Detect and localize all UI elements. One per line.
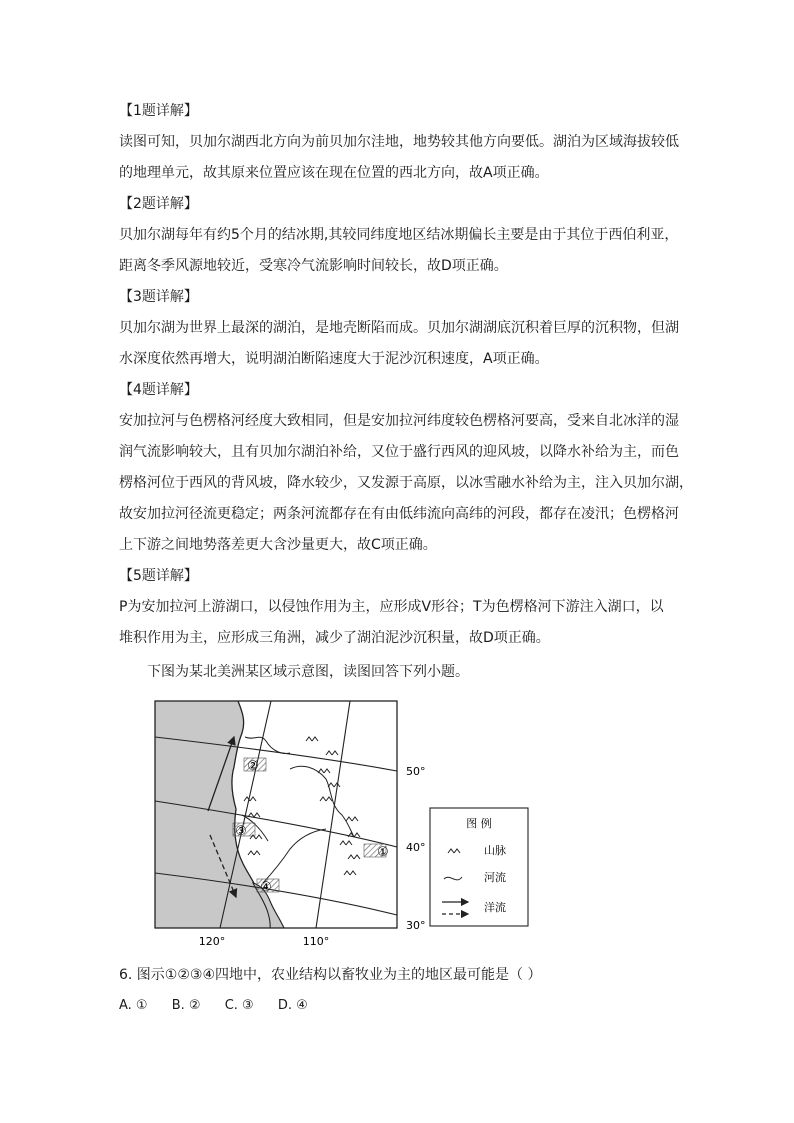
marker-2: ② <box>247 759 259 774</box>
option-c: C. ③ <box>224 998 254 1013</box>
marker-4: ④ <box>260 880 272 895</box>
lon-label-120: 120° <box>198 935 226 948</box>
legend-title: 图 例 <box>466 817 492 830</box>
section-1-line-1: 读图可知，贝加尔湖西北方向为前贝加尔洼地，地势较其他方向要低。湖泊为区域海拔较低 <box>119 134 679 150</box>
section-3-line-1: 贝加尔湖为世界上最深的湖泊，是地壳断陷而成。贝加尔湖湖底沉积着巨厚的沉积物，但湖 <box>119 320 679 336</box>
section-4-heading: 【4题详解】 <box>119 382 198 398</box>
legend-river-label: 河流 <box>484 871 506 884</box>
section-2-line-1: 贝加尔湖每年有约5个月的结冰期,其较同纬度地区结冰期偏长主要是由于其位于西伯利亚， <box>119 227 679 243</box>
option-a: A. ① <box>119 998 148 1013</box>
section-4-line-2: 润气流影响较大，且有贝加尔湖泊补给，又位于盛行西风的迎风坡，以降水补给为主，而色 <box>119 444 679 460</box>
section-1-line-2: 的地理单元，故其原来位置应该在现在位置的西北方向，故A项正确。 <box>119 165 549 181</box>
option-d: D. ④ <box>277 998 308 1013</box>
map-legend <box>430 808 528 926</box>
marker-1: ① <box>377 845 389 860</box>
section-3-heading: 【3题详解】 <box>119 289 198 305</box>
section-5-line-1: P为安加拉河上游湖口，以侵蚀作用为主，应形成V形谷；T为色楞格河下游注入湖口，以 <box>119 599 664 615</box>
answer-options <box>119 998 328 1013</box>
section-3-line-2: 水深度依然再增大，说明湖泊断陷速度大于泥沙沉积速度，A项正确。 <box>119 351 549 367</box>
section-4-line-4: 故安加拉河径流更稳定；两条河流都存在有由低纬流向高纬的河段，都存在凌汛；色楞格河 <box>119 506 679 522</box>
section-4-line-1: 安加拉河与色楞格河经度大致相同，但是安加拉河纬度较色楞格河要高，受来自北冰洋的湿 <box>119 413 679 429</box>
section-5-line-2: 堆积作用为主，应形成三角洲，减少了湖泊泥沙沉积量，故D项正确。 <box>119 630 550 646</box>
legend-mountain-label: 山脉 <box>484 844 506 857</box>
section-1-heading: 【1题详解】 <box>119 103 198 119</box>
legend-current-label: 洋流 <box>484 901 506 914</box>
section-4-line-3: 楞格河位于西风的背风坡，降水较少，又发源于高原，以冰雪融水补给为主，注入贝加尔湖， <box>119 475 693 491</box>
option-b: B. ② <box>171 998 201 1013</box>
lat-label-30: 30° <box>406 919 426 932</box>
section-5-heading: 【5题详解】 <box>119 568 198 584</box>
section-4-line-5: 上下游之间地势落差更大含沙量更大，故C项正确。 <box>119 537 437 553</box>
lat-label-40: 40° <box>406 841 426 854</box>
section-2-line-2: 距离冬季风源地较近，受寒冷气流影响时间较长，故D项正确。 <box>119 258 508 274</box>
marker-3: ③ <box>235 824 247 839</box>
north-america-map <box>150 697 540 949</box>
section-2-heading: 【2题详解】 <box>119 196 198 212</box>
lon-label-110: 110° <box>302 935 330 948</box>
lat-label-50: 50° <box>406 765 426 778</box>
question-text: 6. 图示①②③④四地中，农业结构以畜牧业为主的地区最可能是（ ） <box>119 967 542 983</box>
map-intro-text: 下图为某北美洲某区域示意图，读图回答下列小题。 <box>147 664 469 680</box>
